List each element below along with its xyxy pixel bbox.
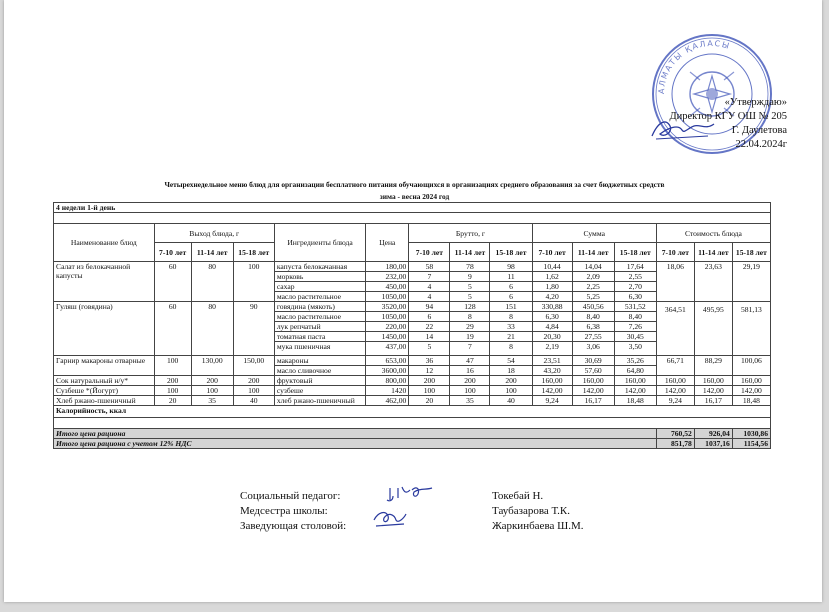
output-cell: 100 xyxy=(233,386,274,396)
sum-cell: 8,40 xyxy=(572,312,614,322)
sum-cell: 9,24 xyxy=(532,396,572,406)
price-cell: 800,00 xyxy=(366,376,409,386)
gross-cell: 8 xyxy=(490,312,532,322)
output-cell: 100 xyxy=(191,386,233,396)
gross-cell: 54 xyxy=(490,356,532,366)
signature-row xyxy=(240,519,620,534)
total-row xyxy=(54,429,771,439)
age-header: 15-18 лет xyxy=(732,243,770,262)
output-cell: 200 xyxy=(191,376,233,386)
price-cell: 1050,00 xyxy=(366,312,409,322)
gross-cell: 47 xyxy=(450,356,490,366)
header-row xyxy=(54,224,771,243)
approval-line-2: Директор КГУ ОШ № 205 xyxy=(669,111,787,122)
gross-cell: 33 xyxy=(490,322,532,332)
output-cell: 130,00 xyxy=(191,356,233,376)
total-cost: 926,04 xyxy=(694,429,732,439)
gross-cell: 58 xyxy=(409,262,450,272)
age-header: 7-10 лет xyxy=(154,243,191,262)
gross-cell: 200 xyxy=(490,376,532,386)
signature-row xyxy=(240,504,620,519)
price-cell: 3520,00 xyxy=(366,302,409,312)
cost-cell: 495,95 xyxy=(694,302,732,356)
cost-cell: 142,00 xyxy=(694,386,732,396)
gross-cell: 5 xyxy=(409,342,450,356)
ingredient-cell: капуста белокачанная xyxy=(274,262,365,272)
output-cell: 100 xyxy=(233,262,274,302)
gross-cell: 100 xyxy=(450,386,490,396)
sum-cell: 330,88 xyxy=(532,302,572,312)
age-header: 7-10 лет xyxy=(409,243,450,262)
ingredient-cell: масло сливочное xyxy=(274,366,365,376)
sum-cell: 7,26 xyxy=(614,322,656,332)
price-cell: 220,00 xyxy=(366,322,409,332)
gross-cell: 29 xyxy=(450,322,490,332)
gross-cell: 22 xyxy=(409,322,450,332)
header-dish: Наименование блюд xyxy=(54,224,155,262)
sum-cell: 1,80 xyxy=(532,282,572,292)
cost-cell: 66,71 xyxy=(656,356,694,376)
output-cell: 60 xyxy=(154,302,191,356)
table-row xyxy=(54,386,771,396)
total-vat-cost: 1154,56 xyxy=(732,439,770,449)
sum-cell: 8,40 xyxy=(614,312,656,322)
gross-cell: 35 xyxy=(450,396,490,406)
age-header: 11-14 лет xyxy=(572,243,614,262)
gross-cell: 7 xyxy=(409,272,450,282)
total-vat-cost: 851,78 xyxy=(656,439,694,449)
ingredient-cell: сузбеше xyxy=(274,386,365,396)
sum-cell: 531,52 xyxy=(614,302,656,312)
ingredient-cell: морковь xyxy=(274,272,365,282)
sum-cell: 160,00 xyxy=(572,376,614,386)
gross-cell: 21 xyxy=(490,332,532,342)
cost-cell: 142,00 xyxy=(656,386,694,396)
svg-text:АЛМАТЫ ҚАЛАСЫ xyxy=(657,39,732,94)
price-cell: 232,00 xyxy=(366,272,409,282)
gross-cell: 151 xyxy=(490,302,532,312)
gross-cell: 6 xyxy=(409,312,450,322)
ingredient-cell: томатная паста xyxy=(274,332,365,342)
gross-cell: 4 xyxy=(409,292,450,302)
output-cell: 90 xyxy=(233,302,274,356)
header-price: Цена xyxy=(366,224,409,262)
gross-cell: 8 xyxy=(490,342,532,356)
cost-cell: 29,19 xyxy=(732,262,770,302)
sum-cell: 17,64 xyxy=(614,262,656,272)
output-cell: 80 xyxy=(191,262,233,302)
output-cell: 80 xyxy=(191,302,233,356)
table-row xyxy=(54,262,771,272)
price-cell: 437,00 xyxy=(366,342,409,356)
gross-cell: 8 xyxy=(450,312,490,322)
signature-role: Социальный педагог: xyxy=(240,490,341,502)
menu-table xyxy=(53,202,771,449)
gross-cell: 5 xyxy=(450,282,490,292)
gross-cell: 200 xyxy=(450,376,490,386)
sum-cell: 6,30 xyxy=(532,312,572,322)
output-cell: 100 xyxy=(154,356,191,376)
gross-cell: 16 xyxy=(450,366,490,376)
sum-cell: 2,19 xyxy=(532,342,572,356)
gross-cell: 14 xyxy=(409,332,450,342)
sum-cell: 2,09 xyxy=(572,272,614,282)
age-header: 7-10 лет xyxy=(532,243,572,262)
dish-name: Сок натуральный н/у* xyxy=(54,376,155,386)
sum-cell: 3,06 xyxy=(572,342,614,356)
signature-name: Таубазарова Т.К. xyxy=(492,505,570,517)
total-vat-label: Итого цена рациона с учетом 12% НДС xyxy=(54,439,657,449)
gross-cell: 7 xyxy=(450,342,490,356)
sum-cell: 30,69 xyxy=(572,356,614,366)
header-cost: Стоимость блюда xyxy=(656,224,770,243)
gross-cell: 6 xyxy=(490,282,532,292)
handwritten-signature xyxy=(384,484,438,504)
director-signature xyxy=(648,112,718,142)
output-cell: 200 xyxy=(154,376,191,386)
output-cell: 35 xyxy=(191,396,233,406)
ingredient-cell: лук репчатый xyxy=(274,322,365,332)
approval-line-3: Г. Даулетова xyxy=(731,125,787,136)
price-cell: 1050,00 xyxy=(366,292,409,302)
table-row xyxy=(54,302,771,312)
ingredient-cell: масло растительное xyxy=(274,292,365,302)
total-vat-row xyxy=(54,439,771,449)
cost-cell: 88,29 xyxy=(694,356,732,376)
sum-cell: 1,62 xyxy=(532,272,572,282)
signature-role: Медсестра школы: xyxy=(240,505,328,517)
dish-name: Гуляш (говядина) xyxy=(54,302,155,356)
total-label: Итого цена рациона xyxy=(54,429,657,439)
gross-cell: 128 xyxy=(450,302,490,312)
gross-cell: 40 xyxy=(490,396,532,406)
output-cell: 100 xyxy=(154,386,191,396)
ingredient-cell: сахар xyxy=(274,282,365,292)
age-header: 11-14 лет xyxy=(694,243,732,262)
gross-cell: 94 xyxy=(409,302,450,312)
age-header-row xyxy=(54,243,771,262)
sum-cell: 2,70 xyxy=(614,282,656,292)
cost-cell: 18,06 xyxy=(656,262,694,302)
table-row xyxy=(54,356,771,366)
sum-cell: 142,00 xyxy=(614,386,656,396)
day-label: 4 недели 1-й день xyxy=(54,203,771,213)
sum-cell: 14,04 xyxy=(572,262,614,272)
sum-cell: 5,25 xyxy=(572,292,614,302)
cost-cell: 9,24 xyxy=(656,396,694,406)
ingredient-cell: масло растительное xyxy=(274,312,365,322)
cost-cell: 364,51 xyxy=(656,302,694,356)
price-cell: 653,00 xyxy=(366,356,409,366)
menu-subtitle: зима - весна 2024 год xyxy=(379,192,450,201)
signature-name: Жаркинбаева Ш.М. xyxy=(492,520,584,532)
header-ingredients: Ингредиенты блюда xyxy=(274,224,365,262)
sum-cell: 4,84 xyxy=(532,322,572,332)
gross-cell: 20 xyxy=(409,396,450,406)
gross-cell: 100 xyxy=(490,386,532,396)
cost-cell: 160,00 xyxy=(694,376,732,386)
sum-cell: 30,45 xyxy=(614,332,656,342)
gross-cell: 78 xyxy=(450,262,490,272)
calories-label: Калорийность, ккал xyxy=(54,406,771,418)
price-cell: 462,00 xyxy=(366,396,409,406)
sum-cell: 10,44 xyxy=(532,262,572,272)
sum-cell: 23,51 xyxy=(532,356,572,366)
signature-role: Заведующая столовой: xyxy=(240,520,347,532)
gross-cell: 5 xyxy=(450,292,490,302)
approval-line-1: «Утверждаю» xyxy=(724,97,787,108)
price-cell: 180,00 xyxy=(366,262,409,272)
sum-cell: 160,00 xyxy=(532,376,572,386)
gross-cell: 11 xyxy=(490,272,532,282)
price-cell: 1420 xyxy=(366,386,409,396)
sum-cell: 6,30 xyxy=(614,292,656,302)
output-cell: 150,00 xyxy=(233,356,274,376)
sum-cell: 142,00 xyxy=(572,386,614,396)
sum-cell: 6,38 xyxy=(572,322,614,332)
sum-cell: 160,00 xyxy=(614,376,656,386)
gross-cell: 18 xyxy=(490,366,532,376)
output-cell: 20 xyxy=(154,396,191,406)
total-vat-cost: 1037,16 xyxy=(694,439,732,449)
approval-line-4: 22.04.2024г xyxy=(735,139,787,150)
total-cost: 760,52 xyxy=(656,429,694,439)
sum-cell: 18,48 xyxy=(614,396,656,406)
age-header: 7-10 лет xyxy=(656,243,694,262)
sum-cell: 450,56 xyxy=(572,302,614,312)
price-cell: 1450,00 xyxy=(366,332,409,342)
output-cell: 60 xyxy=(154,262,191,302)
sum-cell: 43,20 xyxy=(532,366,572,376)
total-cost: 1030,86 xyxy=(732,429,770,439)
gross-cell: 36 xyxy=(409,356,450,366)
cost-cell: 142,00 xyxy=(732,386,770,396)
sum-cell: 57,60 xyxy=(572,366,614,376)
ingredient-cell: макароны xyxy=(274,356,365,366)
dish-name: Гарнир макароны отварные xyxy=(54,356,155,376)
calories-row xyxy=(54,406,771,418)
gross-cell: 4 xyxy=(409,282,450,292)
cost-cell: 160,00 xyxy=(732,376,770,386)
sum-cell: 4,20 xyxy=(532,292,572,302)
sum-cell: 35,26 xyxy=(614,356,656,366)
gross-cell: 100 xyxy=(409,386,450,396)
header-gross: Брутто, г xyxy=(409,224,532,243)
output-cell: 200 xyxy=(233,376,274,386)
sum-cell: 64,80 xyxy=(614,366,656,376)
ingredient-cell: фруктовый xyxy=(274,376,365,386)
age-header: 11-14 лет xyxy=(191,243,233,262)
dish-name: Сузбеше *(Йогурт) xyxy=(54,386,155,396)
age-header: 11-14 лет xyxy=(450,243,490,262)
age-header: 15-18 лет xyxy=(490,243,532,262)
price-cell: 3600,00 xyxy=(366,366,409,376)
sum-cell: 20,30 xyxy=(532,332,572,342)
sum-cell: 27,55 xyxy=(572,332,614,342)
day-row xyxy=(54,203,771,213)
handwritten-signature xyxy=(370,506,410,530)
cost-cell: 18,48 xyxy=(732,396,770,406)
sum-cell: 2,25 xyxy=(572,282,614,292)
stamp-text: АЛМАТЫ ҚАЛАСЫ xyxy=(656,38,732,95)
dish-name: Салат из белокачанной капусты xyxy=(54,262,155,302)
cost-cell: 23,63 xyxy=(694,262,732,302)
sum-cell: 3,50 xyxy=(614,342,656,356)
cost-cell: 581,13 xyxy=(732,302,770,356)
gross-cell: 12 xyxy=(409,366,450,376)
header-output: Выход блюда, г xyxy=(154,224,274,243)
header-sum: Сумма xyxy=(532,224,656,243)
gross-cell: 6 xyxy=(490,292,532,302)
menu-title: Четырехнедельное меню блюд для организации бесплатного питания обучающихся в организациях среднего образования за счет бюджетных средств xyxy=(164,180,665,189)
table-row xyxy=(54,376,771,386)
gross-cell: 200 xyxy=(409,376,450,386)
sum-cell: 2,55 xyxy=(614,272,656,282)
output-cell: 40 xyxy=(233,396,274,406)
cost-cell: 16,17 xyxy=(694,396,732,406)
age-header: 15-18 лет xyxy=(614,243,656,262)
gross-cell: 98 xyxy=(490,262,532,272)
dish-name: Хлеб ржано-пшеничный xyxy=(54,396,155,406)
signature-name: Токебай Н. xyxy=(492,490,544,502)
ingredient-cell: хлеб ржано-пшеничный xyxy=(274,396,365,406)
gross-cell: 9 xyxy=(450,272,490,282)
sum-cell: 142,00 xyxy=(532,386,572,396)
age-header: 15-18 лет xyxy=(233,243,274,262)
cost-cell: 100,06 xyxy=(732,356,770,376)
cost-cell: 160,00 xyxy=(656,376,694,386)
ingredient-cell: говядина (мякоть) xyxy=(274,302,365,312)
table-row xyxy=(54,396,771,406)
ingredient-cell: мука пшеничная xyxy=(274,342,365,356)
sum-cell: 16,17 xyxy=(572,396,614,406)
gross-cell: 19 xyxy=(450,332,490,342)
price-cell: 450,00 xyxy=(366,282,409,292)
